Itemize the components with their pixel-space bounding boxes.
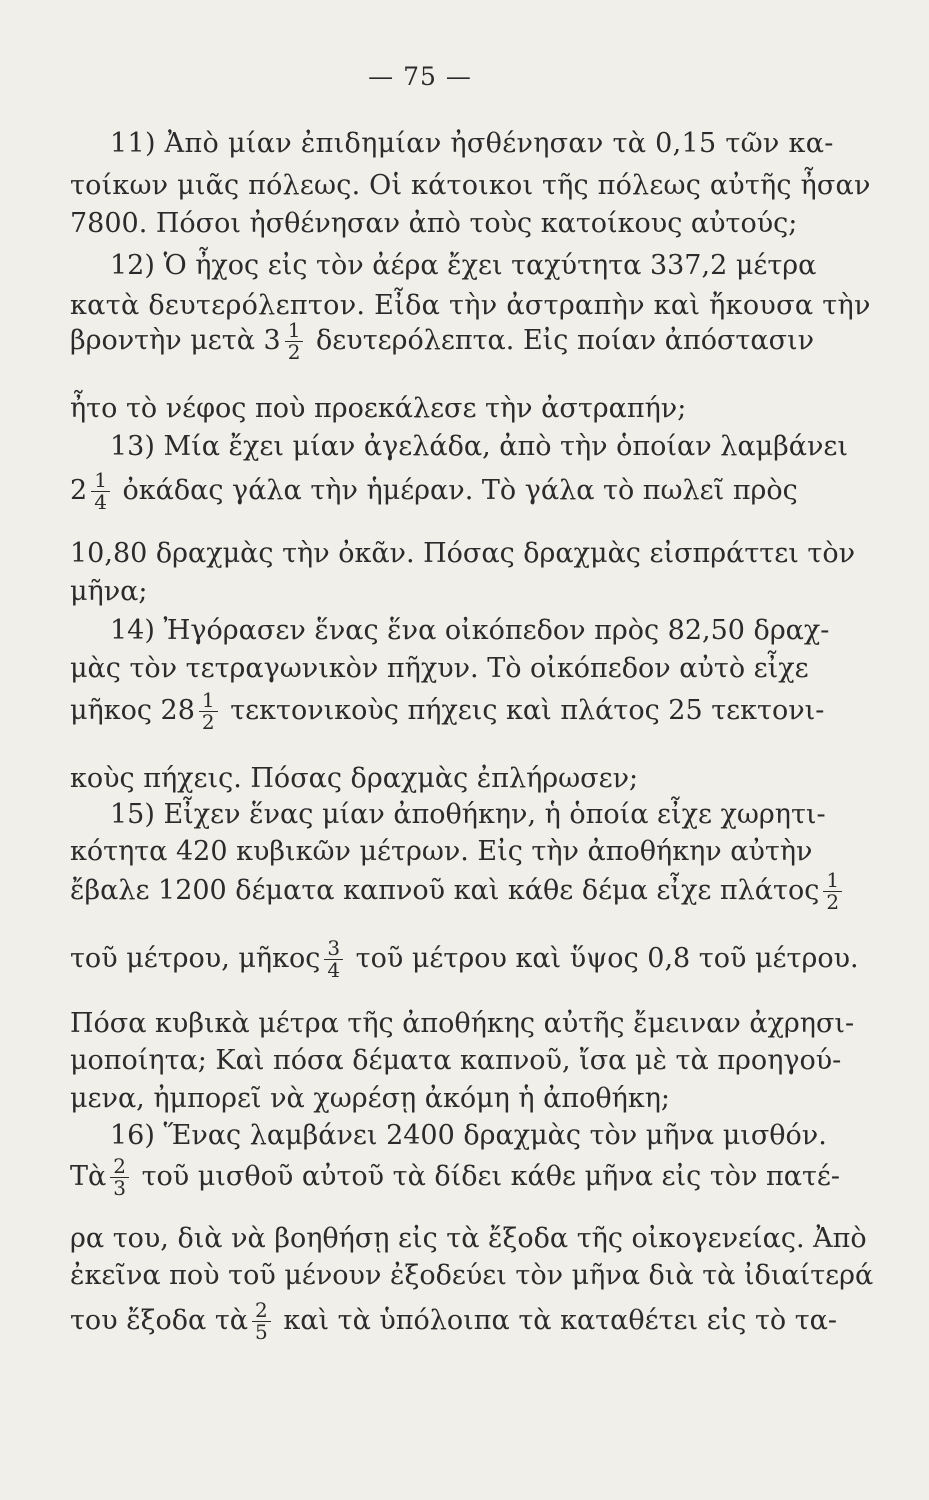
text-line: 13) Μία ἔχει μίαν ἀγελάδα, ἀπὸ τὴν ὁποίαν λαμβάνει xyxy=(110,431,848,462)
text-line: τοίκων μιᾶς πόλεως. Οἱ κάτοικοι τῆς πόλεως αὐτῆς ἦσαν xyxy=(70,170,871,201)
fraction xyxy=(285,320,304,363)
fraction-numerator: 1 xyxy=(823,870,842,892)
line-text: 2 xyxy=(70,475,88,506)
line-text: μῆκος 28 xyxy=(70,695,195,726)
text-line: 12) Ὁ ἦχος εἰς τὸν ἀέρα ἔχει ταχύτητα 337,2 μέτρα xyxy=(110,250,817,281)
fraction-denominator: 4 xyxy=(327,958,341,982)
fraction-denominator: 5 xyxy=(255,1320,268,1344)
text-line: 16) Ἕνας λαμβάνει 2400 δραχμὰς τὸν μῆνα μισθόν. xyxy=(110,1120,827,1151)
text-line: μῆνα; xyxy=(70,576,148,607)
fraction-denominator: 2 xyxy=(826,890,840,914)
fraction xyxy=(324,938,343,981)
text-line-with-fraction xyxy=(70,470,798,513)
fraction-numerator: 1 xyxy=(91,470,110,492)
fraction xyxy=(252,1300,271,1343)
fraction-denominator: 4 xyxy=(94,490,107,514)
line-text: δευτερόλεπτα. Εἰς ποίαν ἀπόστασιν xyxy=(307,325,815,356)
text-line: 10,80 δραχμὰς τὴν ὀκᾶν. Πόσας δραχμὰς εἰσπράττει τὸν xyxy=(70,538,856,569)
text-line: μὰς τὸν τετραγωνικὸν πῆχυν. Τὸ οἰκόπεδον αὐτὸ εἶχε xyxy=(70,653,809,684)
text-line: ρα του, διὰ νὰ βοηθήσῃ εἰς τὰ ἔξοδα τῆς οἰκογενείας. Ἀπὸ xyxy=(70,1223,867,1254)
fraction-denominator: 3 xyxy=(113,1176,126,1200)
line-text: βροντὴν μετὰ 3 xyxy=(70,325,281,356)
text-line-with-fraction xyxy=(70,1156,840,1199)
fraction xyxy=(91,470,110,513)
text-line: 7800. Πόσοι ἠσθένησαν ἀπὸ τοὺς κατοίκους αὐτούς; xyxy=(70,208,798,239)
text-line: ἦτο τὸ νέφος ποὺ προεκάλεσε τὴν ἀστραπήν; xyxy=(70,393,687,424)
text-line: μενα, ἠμπορεῖ νὰ χωρέσῃ ἀκόμη ἡ ἀποθήκη; xyxy=(70,1083,670,1114)
text-line: κατὰ δευτερόλεπτον. Εἶδα τὴν ἀστραπὴν καὶ ἤκουσα τὴν xyxy=(70,290,871,321)
text-line-with-fraction xyxy=(70,938,859,981)
fraction xyxy=(110,1156,129,1199)
fraction-denominator: 2 xyxy=(287,340,301,364)
fraction-numerator: 3 xyxy=(324,938,343,960)
line-text: τοῦ μέτρου, μῆκος xyxy=(70,943,321,974)
text-line-with-fraction xyxy=(70,1300,837,1343)
text-line-with-fraction xyxy=(70,320,814,363)
text-line: ἐκεῖνα ποὺ τοῦ μένουν ἐξοδεύει τὸν μῆνα διὰ τὰ ἰδιαίτερά xyxy=(70,1260,874,1291)
line-text: ἔβαλε 1200 δέματα καπνοῦ καὶ κάθε δέμα εἶχε πλάτος xyxy=(70,875,820,906)
text-line-with-fraction xyxy=(70,870,846,913)
text-line: 15) Εἶχεν ἕνας μίαν ἀποθήκην, ἡ ὁποία εἶχε χωρητι- xyxy=(110,799,826,830)
line-text: καὶ τὰ ὑπόλοιπα τὰ καταθέτει εἰς τὸ τα- xyxy=(274,1305,838,1336)
text-line: 11) Ἀπὸ μίαν ἐπιδημίαν ἠσθένησαν τὰ 0,15 τῶν κα- xyxy=(110,128,834,159)
line-text: ὀκάδας γάλα τὴν ἡμέραν. Τὸ γάλα τὸ πωλεῖ πρὸς xyxy=(113,475,798,506)
fraction xyxy=(199,690,218,733)
line-text: Τὰ xyxy=(70,1161,107,1192)
fraction-denominator: 2 xyxy=(201,710,215,734)
text-line: μοποίητα; Καὶ πόσα δέματα καπνοῦ, ἴσα μὲ τὰ προηγού- xyxy=(70,1045,842,1076)
text-line-with-fraction xyxy=(70,690,824,733)
fraction-numerator: 1 xyxy=(199,690,218,712)
text-line: κοὺς πήχεις. Πόσας δραχμὰς ἐπλήρωσεν; xyxy=(70,763,639,794)
text-line: Πόσα κυβικὰ μέτρα τῆς ἀποθήκης αὐτῆς ἔμειναν ἀχρησι- xyxy=(70,1008,855,1039)
text-line: κότητα 420 κυβικῶν μέτρων. Εἰς τὴν ἀποθήκην αὐτὴν xyxy=(70,836,813,867)
line-text: τεκτονικοὺς πήχεις καὶ πλάτος 25 τεκτονι- xyxy=(221,695,825,726)
line-text: τοῦ μισθοῦ αὐτοῦ τὰ δίδει κάθε μῆνα εἰς τὸν πατέ- xyxy=(132,1161,841,1192)
page-number: — 75 — xyxy=(368,62,472,91)
fraction-numerator: 1 xyxy=(285,320,304,342)
line-text: τοῦ μέτρου καὶ ὕψος 0,8 τοῦ μέτρου. xyxy=(347,943,859,974)
fraction-numerator: 2 xyxy=(110,1156,129,1178)
fraction-numerator: 2 xyxy=(252,1300,271,1322)
text-line: 14) Ἠγόρασεν ἕνας ἕνα οἰκόπεδον πρὸς 82,50 δραχ- xyxy=(110,615,830,646)
fraction xyxy=(823,870,842,913)
line-text: του ἔξοδα τὰ xyxy=(70,1305,249,1336)
